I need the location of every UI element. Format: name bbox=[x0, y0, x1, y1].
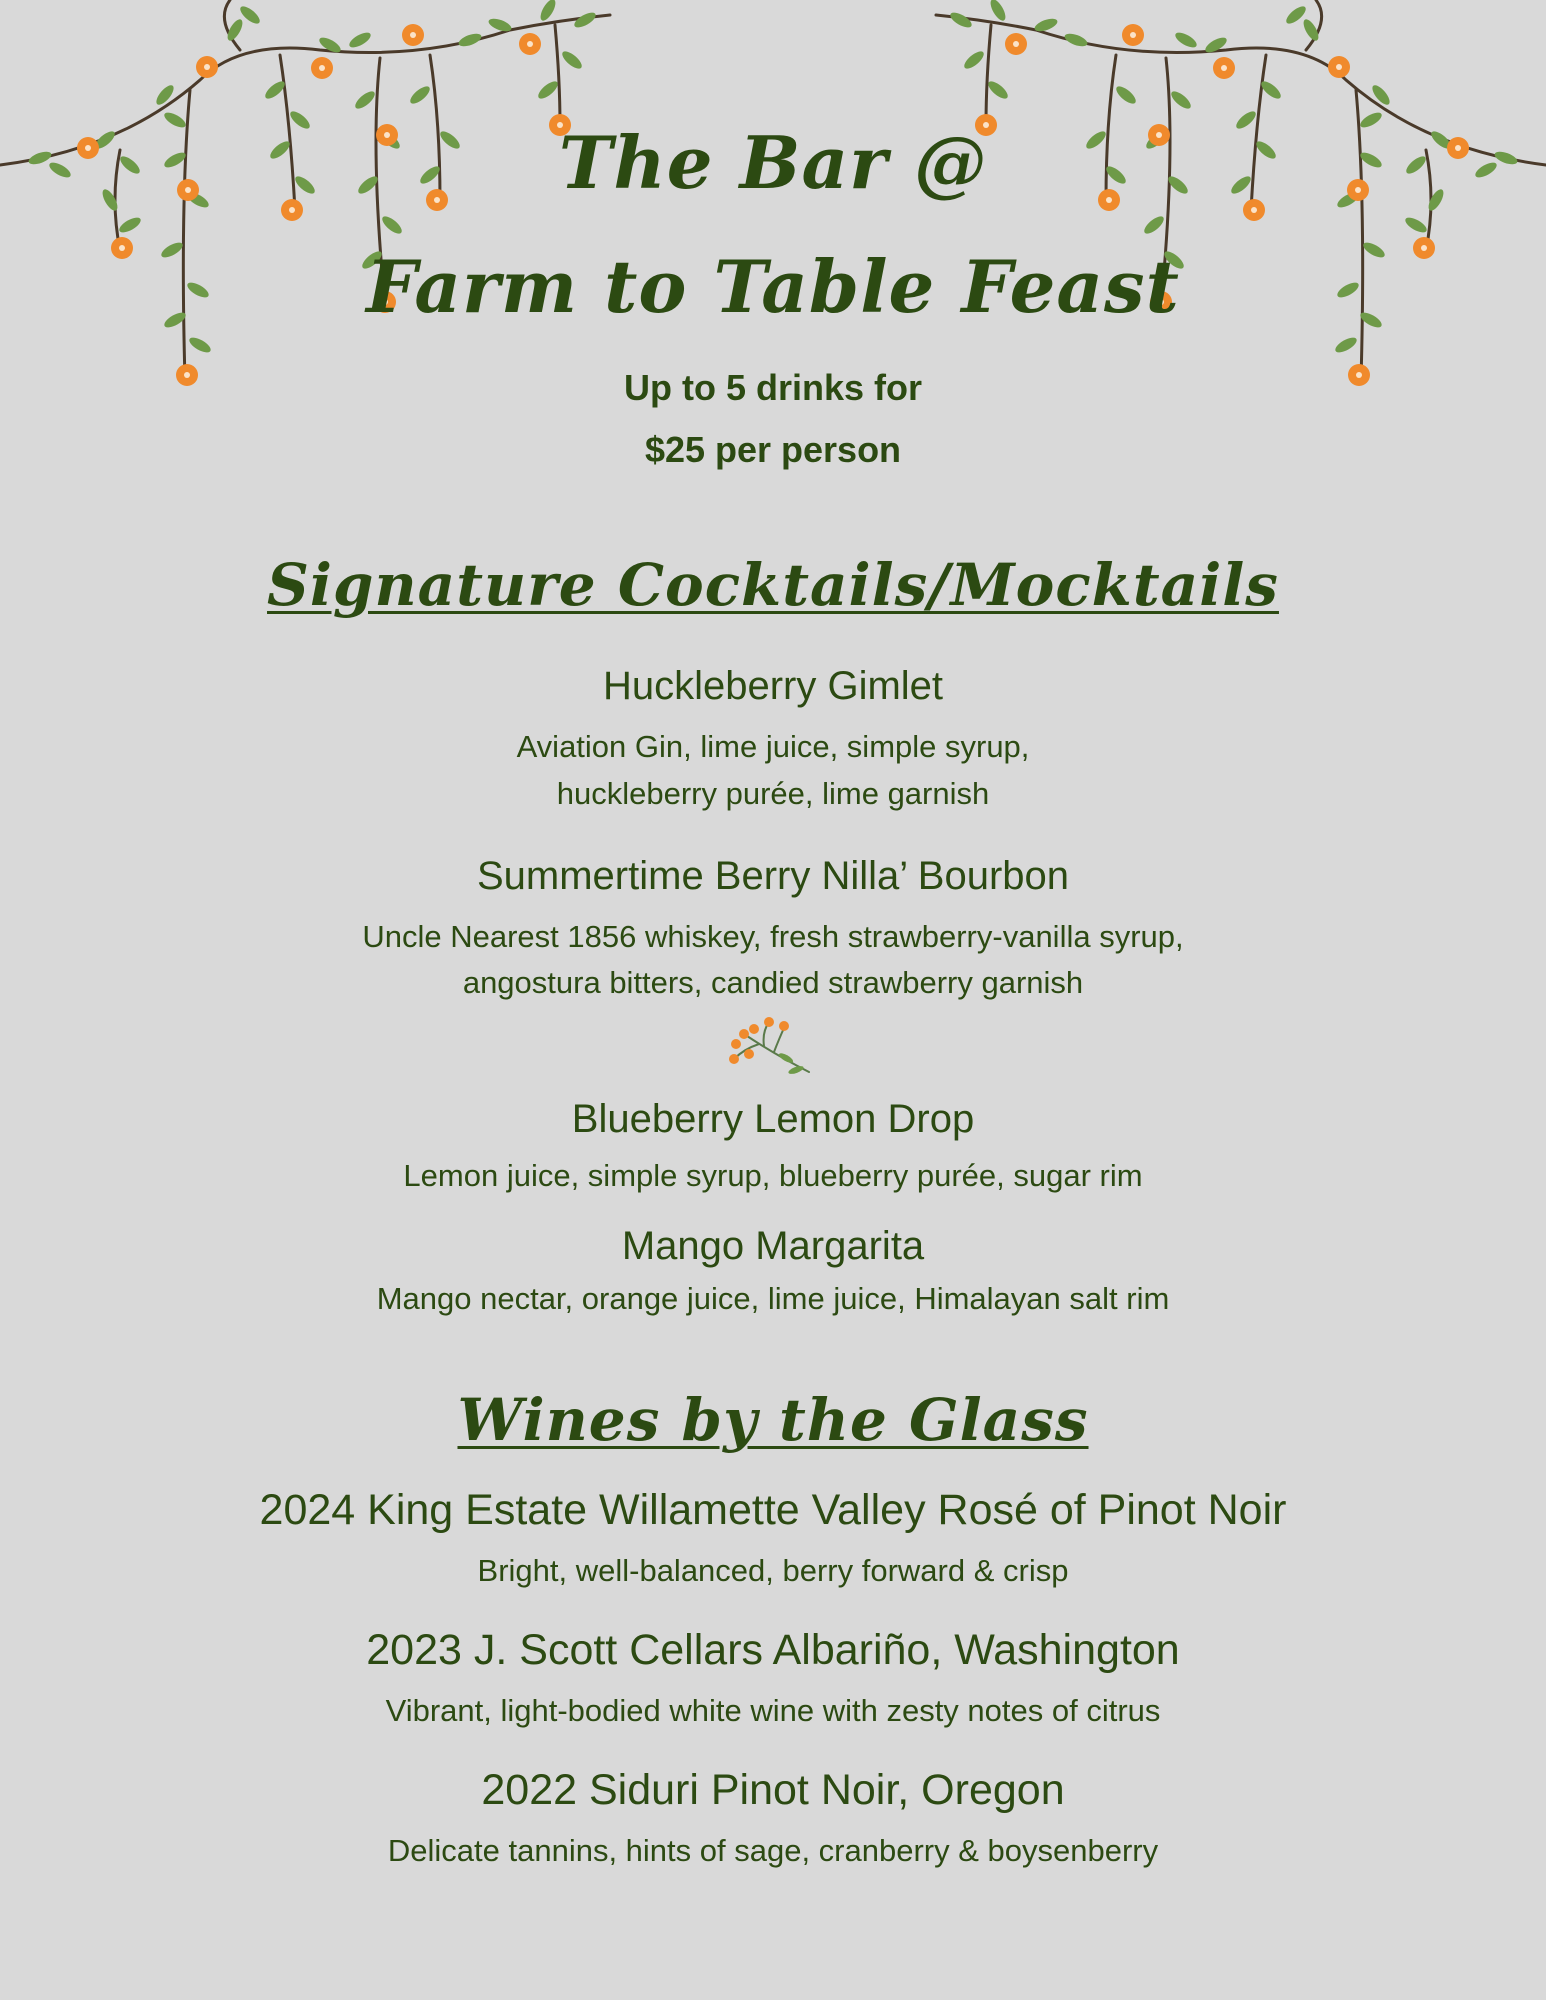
offer-line2: $25 per person bbox=[644, 429, 902, 470]
wine-description: Delicate tannins, hints of sage, cranberry & boysenberry bbox=[387, 1833, 1159, 1868]
offer-line1: Up to 5 drinks for bbox=[623, 367, 923, 408]
wines-heading: Wines by the Glass bbox=[457, 1386, 1089, 1454]
cocktail-description: huckleberry purée, lime garnish bbox=[556, 776, 990, 811]
cocktail-description: Uncle Nearest 1856 whiskey, fresh strawberry-vanilla syrup, bbox=[362, 919, 1184, 954]
wine-description: Vibrant, light-bodied white wine with zesty notes of citrus bbox=[385, 1693, 1161, 1728]
cocktail-description: Lemon juice, simple syrup, blueberry purée, sugar rim bbox=[403, 1158, 1143, 1193]
cocktails-heading: Signature Cocktails/Mocktails bbox=[267, 551, 1279, 619]
cocktail-name: Huckleberry Gimlet bbox=[602, 664, 944, 708]
cocktail-description: angostura bitters, candied strawberry garnish bbox=[462, 965, 1084, 1000]
wine-name: 2023 J. Scott Cellars Albariño, Washington bbox=[366, 1626, 1180, 1674]
flower-sprig-icon bbox=[724, 1014, 814, 1084]
wine-name: 2024 King Estate Willamette Valley Rosé of Pinot Noir bbox=[259, 1486, 1287, 1534]
wine-description: Bright, well-balanced, berry forward & crisp bbox=[477, 1553, 1069, 1588]
cocktail-name: Summertime Berry Nilla’ Bourbon bbox=[476, 854, 1070, 898]
cocktail-description: Aviation Gin, lime juice, simple syrup, bbox=[516, 729, 1030, 764]
wine-name: 2022 Siduri Pinot Noir, Oregon bbox=[481, 1766, 1065, 1814]
cocktail-description: Mango nectar, orange juice, lime juice, Himalayan salt rim bbox=[376, 1281, 1170, 1316]
cocktail-name: Blueberry Lemon Drop bbox=[571, 1097, 975, 1141]
cocktail-name: Mango Margarita bbox=[621, 1224, 925, 1268]
page-title-line1: The Bar @ bbox=[558, 120, 988, 205]
page-title-line2: Farm to Table Feast bbox=[366, 244, 1180, 329]
